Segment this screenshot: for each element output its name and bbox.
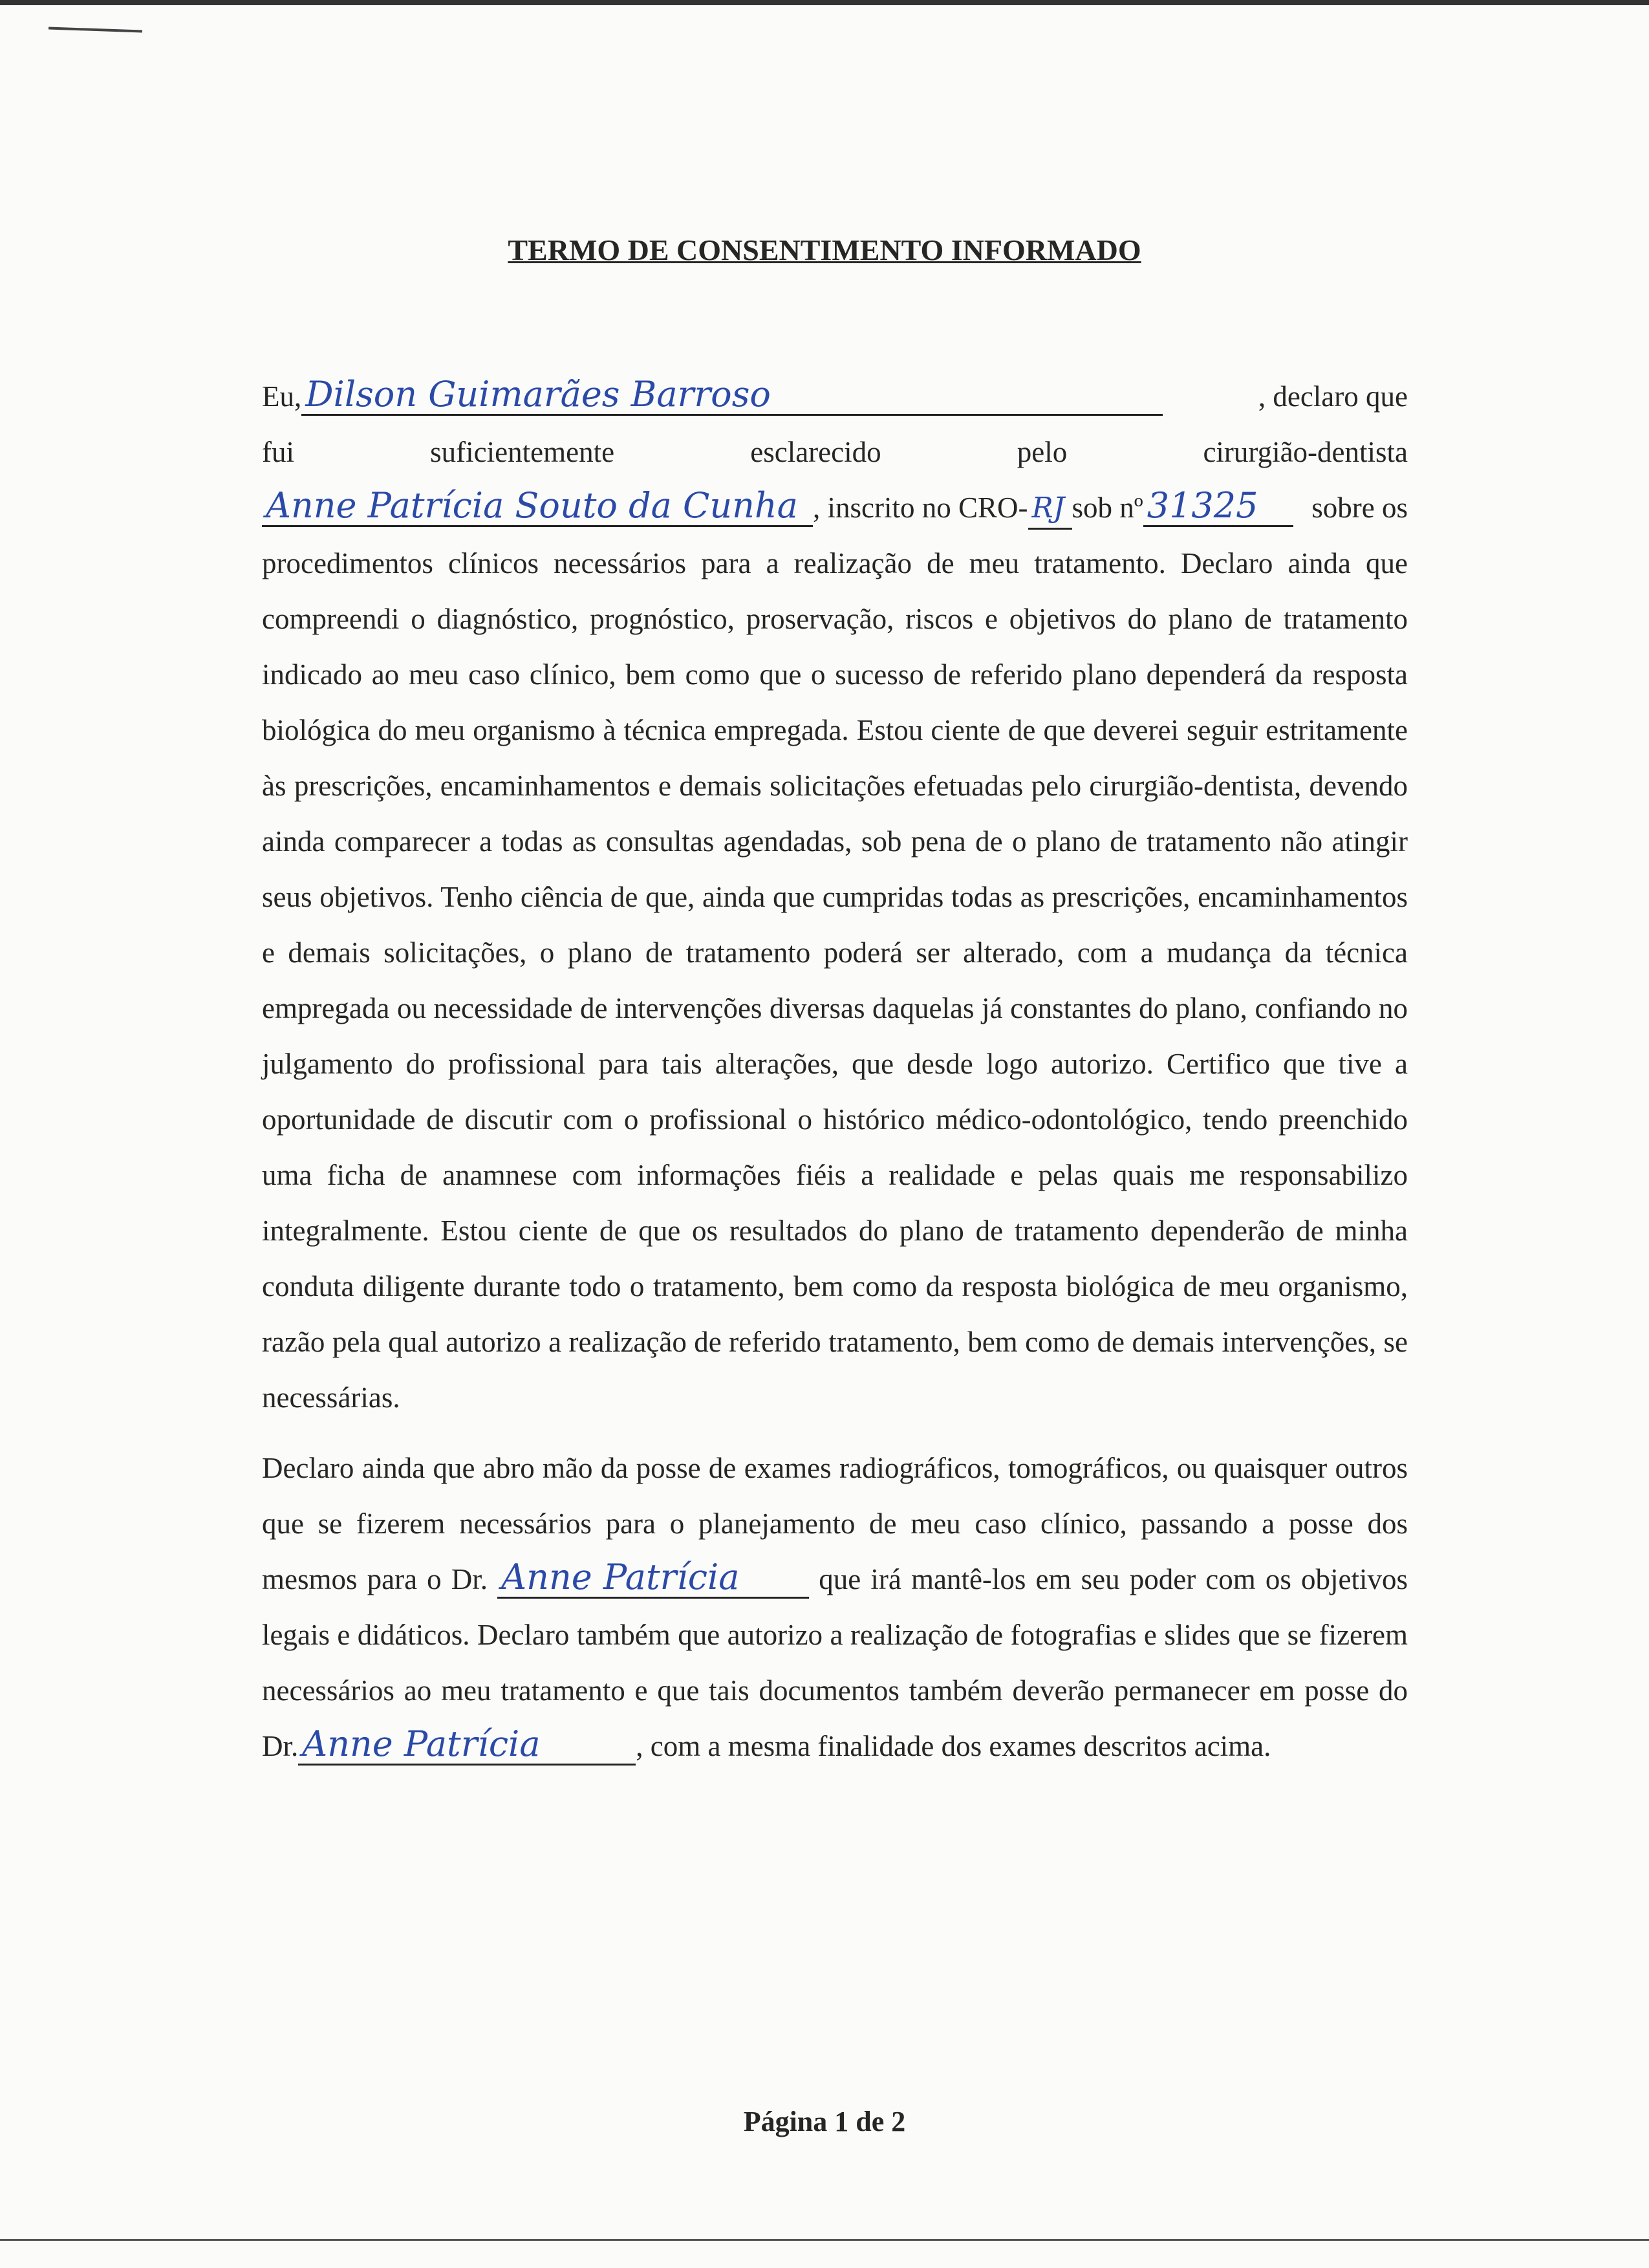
text: suficientemente (430, 436, 615, 468)
text: cirurgião-dentista (1203, 436, 1408, 468)
scan-top-edge (0, 0, 1649, 5)
paragraph1-line1 (262, 369, 1408, 424)
text: fui (262, 436, 294, 468)
paragraph2 (262, 1440, 1408, 1774)
page-number: Página 1 de 2 (743, 2106, 906, 2137)
scan-mark (48, 27, 142, 32)
text: sob nº (1072, 491, 1143, 524)
dr-name-field-1[interactable]: Anne Patrícia (497, 1558, 809, 1599)
text: , declaro que (1258, 380, 1408, 413)
cro-state-field[interactable]: RJ (1028, 489, 1072, 530)
text: com a mesma finalidade dos exames descritos acima. (650, 1730, 1271, 1762)
text: esclarecido (750, 436, 881, 468)
text: pelo (1017, 436, 1068, 468)
document-title (0, 233, 1649, 267)
text: que irá mantê-los em seu poder com os objetivos legais e didáticos. Declaro também que autorizo a realização de fotografias e slides que se fizerem necessários ao meu tratamento e que tais documentos também deverão permanecer em posse do Dr. (262, 1563, 1408, 1762)
dr-name-field-2[interactable]: Anne Patrícia (298, 1725, 636, 1766)
title-text: TERMO DE CONSENTIMENTO INFORMADO (508, 233, 1141, 266)
patient-name-field[interactable]: Dilson Guimarães Barroso (301, 375, 1163, 416)
paragraph1-line3 (262, 480, 1408, 535)
cro-number-field[interactable]: 31325 (1143, 486, 1293, 527)
text: Declaro ainda que abro mão da posse de exames radiográficos, tomográficos, ou quaisquer outros que se fizerem necessários para o planejamento de meu caso clínico, passando a posse dos mesmos para o Dr. (262, 1452, 1408, 1595)
dentist-name-field[interactable]: Anne Patrícia Souto da Cunha (262, 486, 813, 527)
text: , (636, 1730, 643, 1762)
scan-bottom-edge (0, 2239, 1649, 2241)
text: Eu, (262, 380, 302, 413)
text: sobre os (1311, 491, 1408, 524)
text: , inscrito no CRO- (813, 491, 1028, 524)
document-body (262, 369, 1408, 1774)
paragraph1-body: procedimentos clínicos necessários para a realização de meu tratamento. Declaro ainda que compreendi o diagnóstico, prognóstico, proservação, riscos e objetivos do plano de tratamento indicado ao meu caso clínico, bem como que o sucesso de referido plano dependerá da resposta biológica do meu organismo à técnica empregada. Estou ciente de que deverei seguir estritamente às prescrições, encaminhamentos e demais solicitações efetuadas pelo cirurgião-dentista, devendo ainda comparecer a todas as consultas agendadas, sob pena de o plano de tratamento não atingir seus objetivos. Tenho ciência de que, ainda que cumpridas todas as prescrições, encaminhamentos e demais solicitações, o plano de tratamento poderá ser alterado, com a mudança da técnica empregada ou necessidade de intervenções diversas daquelas já constantes do plano, confiando no julgamento do profissional para tais alterações, que desde logo autorizo. Certifico que tive a oportunidade de discutir com o profissional o histórico médico-odontológico, tendo preenchido uma ficha de anamnese com informações fiéis a realidade e pelas quais me responsabilizo integralmente. Estou ciente de que os resultados do plano de tratamento dependerão de minha conduta diligente durante todo o tratamento, bem como da resposta biológica de meu organismo, razão pela qual autorizo a realização de referido tratamento, bem como de demais intervenções, se necessárias. (262, 547, 1408, 1414)
paragraph1-line2 (262, 424, 1408, 480)
